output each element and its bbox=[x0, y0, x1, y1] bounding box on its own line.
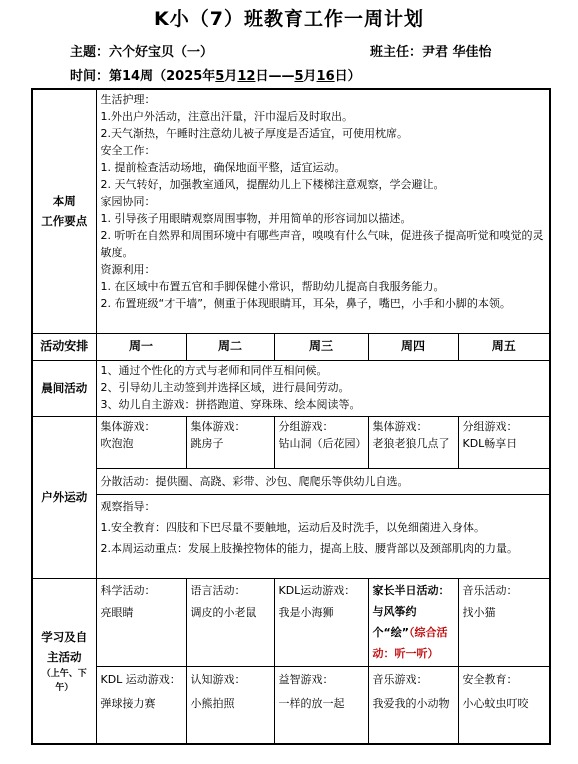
outdoor-scatter: 分散活动：提供圈、高跷、彩带、沙包、爬爬乐等供幼儿自选。 bbox=[96, 468, 550, 494]
guide-line: 观察指导： bbox=[100, 499, 156, 513]
game-content: 跳房子 bbox=[190, 436, 224, 450]
activity-content: 小熊拍照 bbox=[190, 696, 235, 710]
activity-title: 语言活动： bbox=[190, 583, 246, 597]
study-label-line2: 主活动 bbox=[47, 649, 82, 664]
teacher-label: 班主任： bbox=[370, 45, 423, 60]
outdoor-game-tue bbox=[186, 416, 274, 468]
date-prefix: （2025年 bbox=[153, 69, 216, 84]
activity-title: 音乐游戏： bbox=[372, 672, 428, 686]
date-month-text: 月 bbox=[224, 69, 238, 84]
activity-title: 家长半日活动：与风筝约个“绘” bbox=[372, 583, 450, 639]
focus-line: 资源利用： bbox=[100, 263, 156, 276]
focus-line: 家园协同： bbox=[100, 195, 156, 208]
morning-row bbox=[32, 360, 550, 416]
guide-line: 2.本周运动重点：发展上肢操控物体的能力，提高上肢、腰背部以及颈部肌肉的力量。 bbox=[100, 541, 518, 555]
study-mon-1 bbox=[96, 578, 186, 666]
teacher-line bbox=[370, 41, 492, 60]
day-friday: 周五 bbox=[458, 333, 550, 360]
focus-line: 2.天气渐热，午睡时注意幼儿被子厚度是否适宜，可使用枕席。 bbox=[100, 127, 408, 140]
activity-content: 一样的放一起 bbox=[278, 696, 345, 710]
day-monday: 周一 bbox=[96, 333, 186, 360]
activity-content: 亮眼睛 bbox=[100, 605, 134, 619]
game-title: 分组游戏： bbox=[462, 419, 518, 433]
game-title: 分组游戏： bbox=[278, 419, 334, 433]
schedule-header-row bbox=[32, 333, 550, 360]
focus-line: 2. 天气转好，加强教室通风，提醒幼儿上下楼梯注意观察，学会避让。 bbox=[100, 178, 445, 191]
game-content: 吹泡泡 bbox=[100, 436, 134, 450]
outdoor-scatter-row bbox=[32, 468, 550, 494]
study-label bbox=[32, 578, 96, 744]
activity-content: 找小猫 bbox=[462, 605, 496, 619]
schedule-label: 活动安排 bbox=[32, 333, 96, 360]
focus-label bbox=[32, 89, 96, 333]
study-mon-2 bbox=[96, 666, 186, 744]
time-label: 时间： bbox=[70, 69, 110, 84]
theme-value: 六个好宝贝（一） bbox=[109, 45, 214, 60]
morning-content bbox=[96, 360, 550, 416]
activity-title: KDL 运动游戏： bbox=[100, 672, 181, 686]
activity-title: 音乐活动： bbox=[462, 583, 518, 597]
activity-content: 弹球接力赛 bbox=[100, 696, 156, 710]
focus-line: 生活护理： bbox=[100, 93, 156, 106]
game-title: 集体游戏： bbox=[190, 419, 246, 433]
activity-content: （综合活动：听一听） bbox=[372, 625, 448, 660]
date-month-text-2: 月 bbox=[303, 69, 317, 84]
outdoor-label: 户外运动 bbox=[32, 416, 96, 578]
theme-label: 主题： bbox=[70, 45, 110, 60]
study-row-2 bbox=[32, 666, 550, 744]
activity-content: 我爱我的小动物 bbox=[372, 696, 450, 710]
activity-title: 益智游戏： bbox=[278, 672, 334, 686]
teacher-names: 尹君 华佳怡 bbox=[422, 45, 492, 60]
outdoor-guide-row bbox=[32, 494, 550, 578]
time-line bbox=[70, 65, 361, 84]
game-content: KDL畅享日 bbox=[462, 436, 518, 450]
morning-line: 2、引导幼儿主动签到并选择区域，进行晨间劳动。 bbox=[100, 380, 350, 394]
focus-line: 1. 提前检查活动场地，确保地面平整，适宜运动。 bbox=[100, 161, 346, 174]
study-fri-1 bbox=[458, 578, 550, 666]
focus-line: 2. 听听在自然界和周围环境中有哪些声音，嗅嗅有什么气味，促进孩子提高听觉和嗅觉的灵敏度。 bbox=[100, 229, 544, 259]
study-wed-1 bbox=[274, 578, 368, 666]
page-title: K小（7）班教育工作一周计划 bbox=[154, 8, 424, 30]
focus-content bbox=[96, 89, 550, 333]
activity-content: 调皮的小老鼠 bbox=[190, 605, 257, 619]
study-fri-2 bbox=[458, 666, 550, 744]
activity-title: 安全教育： bbox=[462, 672, 518, 686]
activity-content: 我是小海狮 bbox=[278, 605, 334, 619]
activity-title: 科学活动： bbox=[100, 583, 156, 597]
study-wed-2 bbox=[274, 666, 368, 744]
start-day: 12 bbox=[237, 69, 256, 84]
day-thursday: 周四 bbox=[368, 333, 458, 360]
study-tue-2 bbox=[186, 666, 274, 744]
study-row-1 bbox=[32, 578, 550, 666]
start-month: 5 bbox=[215, 69, 225, 84]
day-wednesday: 周三 bbox=[274, 333, 368, 360]
game-title: 集体游戏： bbox=[372, 419, 428, 433]
focus-row bbox=[32, 89, 550, 333]
day-tuesday: 周二 bbox=[186, 333, 274, 360]
game-content: 老狼老狼几点了 bbox=[372, 436, 450, 450]
outdoor-game-thu bbox=[368, 416, 458, 468]
study-tue-1 bbox=[186, 578, 274, 666]
date-separator: 日—— bbox=[255, 69, 295, 84]
outdoor-game-wed bbox=[274, 416, 368, 468]
activity-title: KDL运动游戏： bbox=[278, 583, 356, 597]
theme-line bbox=[70, 41, 213, 60]
focus-line: 1. 在区域中布置五官和手脚保健小常识，帮助幼儿提高自我服务能力。 bbox=[100, 280, 445, 293]
focus-line: 1.外出户外活动，注意出汗量，汗巾湿后及时取出。 bbox=[100, 110, 353, 123]
date-suffix: 日） bbox=[334, 69, 361, 84]
outdoor-games-row bbox=[32, 416, 550, 468]
game-title: 集体游戏： bbox=[100, 419, 156, 433]
game-content: 钻山洞（后花园） bbox=[278, 436, 367, 450]
activity-content: 小心蚊虫叮咬 bbox=[462, 696, 529, 710]
activity-title: 认知游戏： bbox=[190, 672, 246, 686]
morning-line: 3、幼儿自主游戏：拼搭跑道、穿珠珠、绘本阅读等。 bbox=[100, 397, 361, 411]
outdoor-game-mon bbox=[96, 416, 186, 468]
focus-line: 安全工作： bbox=[100, 144, 156, 157]
focus-label-line2: 工作要点 bbox=[41, 214, 88, 229]
study-thu-2 bbox=[368, 666, 458, 744]
week-number: 第14周 bbox=[109, 69, 154, 84]
end-day: 16 bbox=[316, 69, 335, 84]
outdoor-guide bbox=[96, 494, 550, 578]
end-month: 5 bbox=[294, 69, 304, 84]
weekly-plan-table bbox=[31, 88, 551, 745]
focus-line: 1. 引导孩子用眼睛观察周围事物，并用简单的形容词加以描述。 bbox=[100, 212, 412, 225]
morning-line: 1、通过个性化的方式与老师和同伴互相问候。 bbox=[100, 363, 328, 377]
focus-label-line1: 本周 bbox=[52, 194, 76, 209]
morning-label: 晨间活动 bbox=[32, 360, 96, 416]
focus-line: 2. 布置班级“才干墙”，侧重于体现眼睛耳，耳朵，鼻子，嘴巴，小手和小脚的本领。 bbox=[100, 297, 511, 310]
guide-line: 1.安全教育：四肢和下巴尽量不要触地，运动后及时洗手，以免细菌进入身体。 bbox=[100, 520, 485, 534]
study-thu-1 bbox=[368, 578, 458, 666]
study-label-note: （上午、下午） bbox=[41, 668, 87, 693]
outdoor-game-fri bbox=[458, 416, 550, 468]
study-label-line1: 学习及自 bbox=[41, 629, 88, 644]
